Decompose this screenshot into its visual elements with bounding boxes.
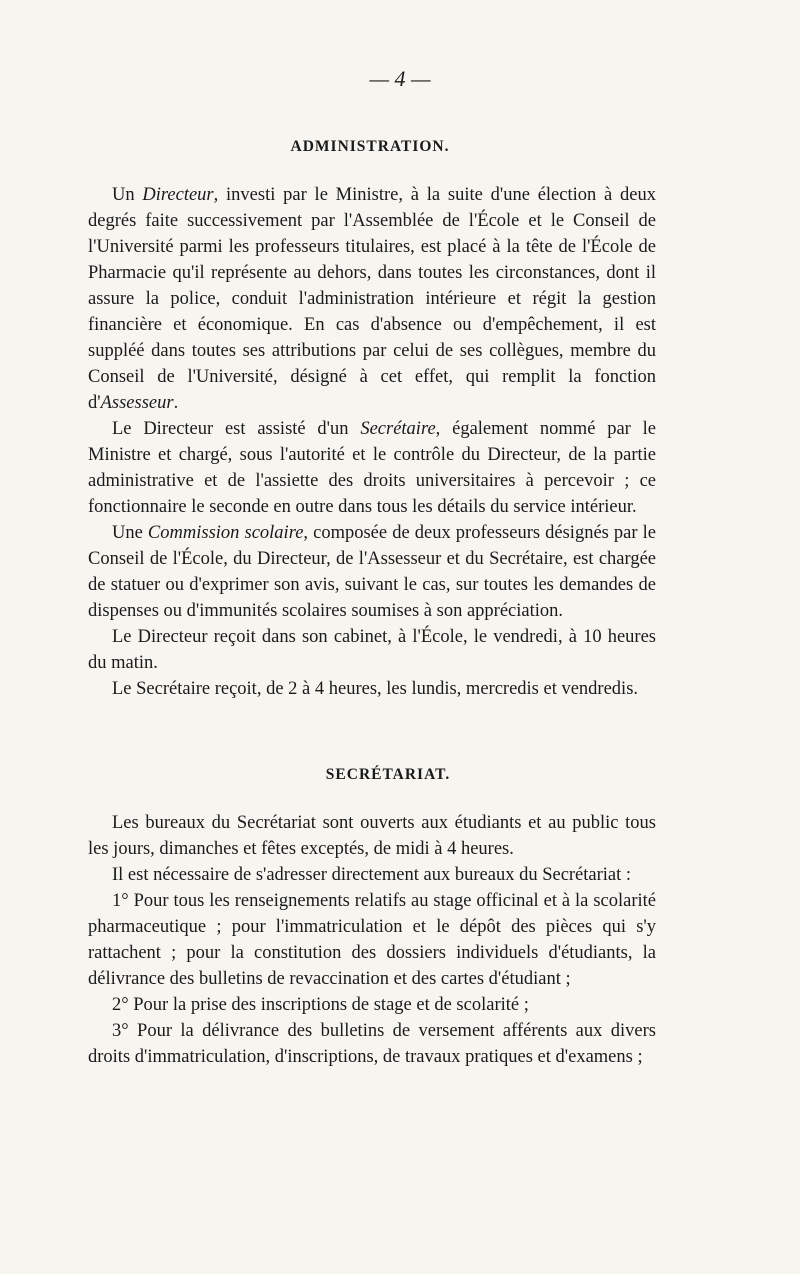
italic-term: Directeur [142, 185, 214, 205]
italic-term: Secrétaire [360, 419, 436, 439]
paragraph: Le Directeur reçoit dans son cabinet, à l'École, le vendredi, à 10 heures du matin. [88, 627, 656, 673]
italic-term: Commission scolaire [147, 523, 304, 543]
paragraph: 2° Pour la prise des inscriptions de stage et de scolarité ; [112, 995, 529, 1015]
paragraph: Le Secrétaire reçoit, de 2 à 4 heures, les lundis, mercredis et vendredis. [112, 679, 639, 699]
section-title-administration: ADMINISTRATION. [290, 138, 450, 155]
italic-term: Assesseur [100, 393, 174, 413]
paragraph: Le Directeur est assisté d'un Secrétaire, également nommé par le Ministre et chargé, sous l'autorité et le contrôle du Directeur, de la partie administrative et de l'assiette des droits universitaires à percevoir ; ce fonctionnaire le seconde en outre dans tous les détails du service intérieur. [88, 419, 656, 517]
paragraph: Un Directeur, investi par le Ministre, à la suite d'une élection à deux degrés faite successivement par l'Assemblée de l'École et le Conseil de l'Université parmi les professeurs titulaires, est placé à la tête de l'École de Pharmacie qu'il représente au dehors, dans toutes les circonstances, dont il assure la police, conduit l'administration intérieure et régit la gestion financière et économique. En cas d'absence ou d'empêchement, il est suppléé dans toutes ses attributions par celui de ses collègues, membre du Conseil de l'Université, désigné à cet effet, qui remplit la fonction d'Assesseur. [88, 185, 656, 413]
paragraph: Il est nécessaire de s'adresser directement aux bureaux du Secrétariat : [112, 865, 632, 885]
section-title-secretariat: SECRÉTARIAT. [325, 766, 451, 783]
paragraph: 3° Pour la délivrance des bulletins de versement afférents aux divers droits d'immatriculation, d'inscriptions, de travaux pratiques et d'examens ; [88, 1021, 656, 1067]
administration-body [88, 182, 656, 702]
paragraph: 1° Pour tous les renseignements relatifs au stage officinal et à la scolarité pharmaceutique ; pour l'immatriculation et le dépôt des pièces qui s'y rattachent ; pour la constitution des dossiers individuels d'étudiants, la délivrance des bulletins de revaccination et des cartes d'étudiant ; [88, 891, 656, 989]
page-number: — 4 — [369, 66, 431, 91]
paragraph: Les bureaux du Secrétariat sont ouverts aux étudiants et au public tous les jours, dimanches et fêtes exceptés, de midi à 4 heures. [88, 813, 656, 859]
paragraph: Une Commission scolaire, composée de deux professeurs désignés par le Conseil de l'École, du Directeur, de l'Assesseur et du Secrétaire, est chargée de statuer ou d'exprimer son avis, suivant le cas, sur toutes les demandes de dispenses ou d'immunités scolaires soumises à son appréciation. [88, 523, 656, 621]
secretariat-body [88, 810, 656, 1070]
